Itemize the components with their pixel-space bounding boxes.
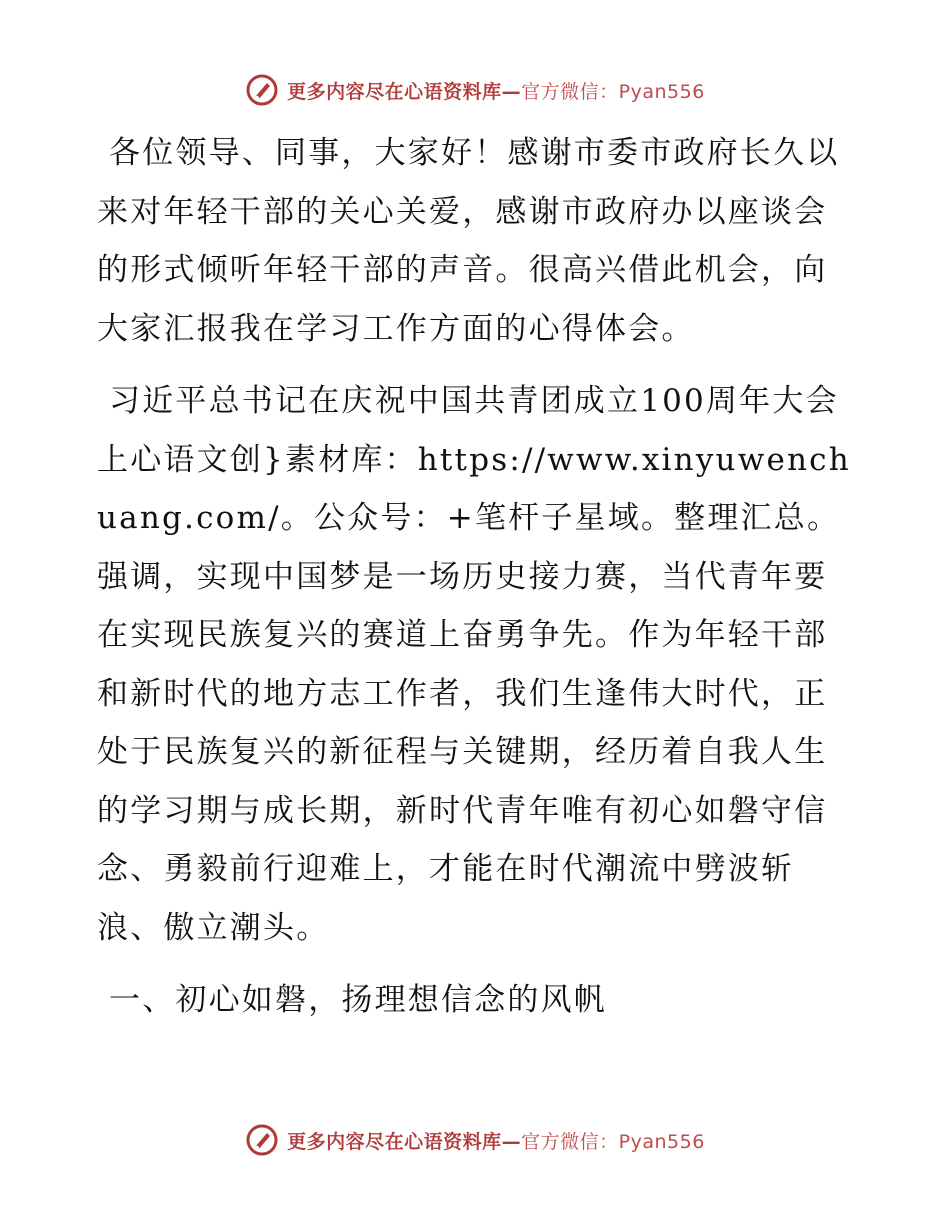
footer-banner (0, 1120, 950, 1160)
paragraph-main: 习近平总书记在庆祝中国共青团成立100周年大会上心语文创}素材库：https://www.xinyuwenchuang.com/。公众号：+笔杆子星域。整理汇总。强调，实现中国梦是一场历史接力赛，当代青年要在实现民族复兴的赛道上奋勇争先。作为年轻干部和新时代的地方志工作者，我们生逢伟大时代，正处于民族复兴的新征程与关键期，经历着自我人生的学习期与成长期，新时代青年唯有初心如磐守信念、勇毅前行迎难上，才能在时代潮流中劈波斩浪、傲立潮头。 (97, 383, 851, 946)
banner-text: 更多内容尽在心语资料库—官方微信：Pyan556 (287, 1130, 705, 1153)
banner-wechat: 官方微信：Pyan556 (521, 80, 705, 103)
paragraph-greeting: 各位领导、同事，大家好！感谢市委市政府长久以来对年轻干部的关心关爱，感谢市政府办以座谈会的形式倾听年轻干部的声音。很高兴借此机会，向大家汇报我在学习工作方面的心得体会。 (97, 135, 840, 347)
pen-nib-logo-icon (245, 1123, 279, 1157)
banner-wechat: 官方微信：Pyan556 (521, 1130, 705, 1153)
body-text (97, 124, 857, 1030)
banner-text: 更多内容尽在心语资料库—官方微信：Pyan556 (287, 80, 705, 103)
section-heading: 一、初心如磐，扬理想信念的风帆 (109, 982, 607, 1018)
pen-nib-logo-icon (245, 73, 279, 107)
header-banner (0, 70, 950, 110)
